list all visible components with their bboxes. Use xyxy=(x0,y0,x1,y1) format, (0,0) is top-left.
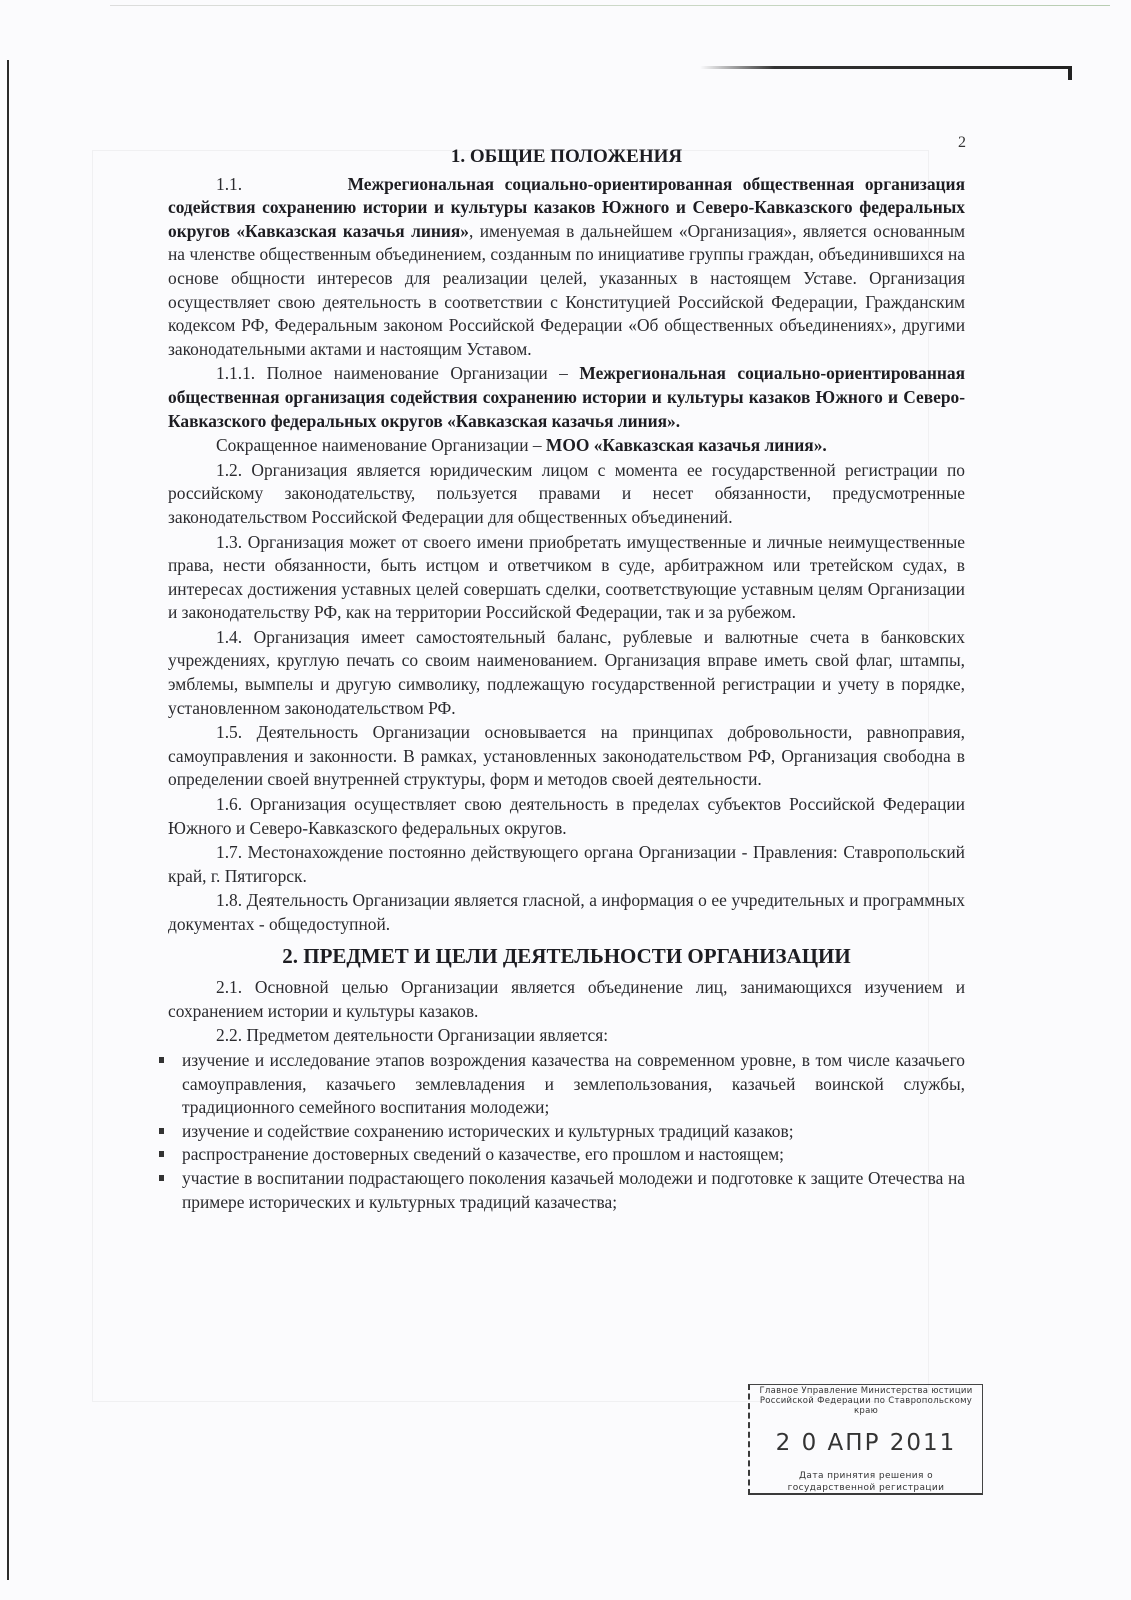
list-item xyxy=(156,1167,965,1214)
paragraph-1-1-number: 1.1. xyxy=(216,173,243,194)
paragraph-1-8: 1.8. Деятельность Организации является гласной, а информация о ее учредительных и программных документах - общедоступной. xyxy=(168,890,965,934)
paragraph-1-1-1-bold: Межрегиональная социально-ориентированная общественная организация содействия сохранению истории и культуры казаков Южного и Северо-Кавказского федеральных округов «Кавказская казачья линия». xyxy=(168,363,965,431)
list-item-text: изучение и исследование этапов возрождения казачества на современном уровне, в том числе казачьего самоуправления, казачьего землевладения и землепользования, казачьей воинской службы, традиционного семейного воспитания молодежи; xyxy=(182,1049,965,1118)
paragraph-1-1-1-text: 1.1.1. Полное наименование Организации – xyxy=(216,363,580,384)
list-item xyxy=(156,1049,965,1120)
paragraph-1-5: 1.5. Деятельность Организации основывается на принципах добровольности, равноправия, самоуправления и законности. В рамках, установленных законодательством РФ, Организация свободна в определении своей внутренней структуры, форм и методов своей деятельности. xyxy=(168,722,965,790)
paragraph-1-1 xyxy=(168,173,965,362)
list-item-text: участие в воспитании подрастающего поколения казачьей молодежи и подготовке к защите Отечества на примере исторических и культурных традиций казачества; xyxy=(182,1167,965,1212)
paragraph-1-7: 1.7. Местонахождение постоянно действующего органа Организации - Правления: Ставропольский край, г. Пятигорск. xyxy=(168,842,965,886)
registration-stamp xyxy=(748,1384,983,1495)
scan-artifact-left-edge xyxy=(7,60,9,1580)
document-body xyxy=(168,145,965,1214)
square-bullet-icon xyxy=(159,1151,164,1157)
scan-artifact-right-edge xyxy=(1068,66,1072,80)
paragraph-1-1-text: , именуемая в дальнейшем «Организация», является основанным на членстве общественным объединением, созданным по инициативе группы граждан, объединившихся на основе общности интересов для реализации целей, указанных в настоящем Уставе. Организация осуществляет свою деятельность в соответствии с Конституцией Российской Федерации, Гражданским кодексом РФ, Федеральным законом Российской Федерации «Об общественных объединениях», другими законодательными актами и настоящим Уставом. xyxy=(168,220,966,359)
paragraph-1-2: 1.2. Организация является юридическим лицом с момента ее государственной регистрации по российскому законодательству, пользуется правами и несет обязанности, предусмотренные законодательством Российской Федерации для общественных объединений. xyxy=(168,459,965,527)
paragraph-1-1-1 xyxy=(168,362,965,433)
paragraph-short-name xyxy=(168,434,965,458)
square-bullet-icon xyxy=(159,1175,164,1181)
paragraph-2-2: 2.2. Предметом деятельности Организации является: xyxy=(216,1025,609,1046)
short-name-value: МОО «Кавказская казачья линия». xyxy=(545,435,827,456)
short-name-label: Сокращенное наименование Организации – xyxy=(216,435,546,456)
stamp-date: 2 0 АПР 2011 xyxy=(775,1430,957,1456)
list-item xyxy=(156,1143,965,1167)
list-item xyxy=(156,1120,965,1144)
paragraph-1-3: 1.3. Организация может от своего имени приобретать имущественные и личные неимущественные права, нести обязанности, быть истцом и ответчиком в суде, арбитражном или третейском судах, в интересах достижения уставных целей совершать сделки, соответствующие уставным целям Организации и законодательству РФ, как на территории Российской Федерации, так и за рубежом. xyxy=(168,531,965,623)
page-number: 2 xyxy=(958,134,966,151)
stamp-caption xyxy=(750,1470,982,1494)
square-bullet-icon xyxy=(159,1128,164,1134)
stamp-authority: Главное Управление Министерства юстиции Российской Федерации по Ставропольскому краю xyxy=(759,1386,973,1416)
paragraph-1-4: 1.4. Организация имеет самостоятельный баланс, рублевые и валютные счета в банковских учреждениях, круглую печать со своим наименованием. Организация вправе иметь свой флаг, штампы, эмблемы, вымпелы и другую символику, подлежащую государственной регистрации и учету в порядке, установленном законодательством РФ. xyxy=(168,626,965,718)
scan-artifact-top-edge xyxy=(700,66,1072,69)
section-2-heading: 2. ПРЕДМЕТ И ЦЕЛИ ДЕЯТЕЛЬНОСТИ ОРГАНИЗАЦИИ xyxy=(282,943,851,968)
paragraph-1-6: 1.6. Организация осуществляет свою деятельность в пределах субъектов Российской Федерации Южного и Северо-Кавказского федеральных округов. xyxy=(168,794,965,838)
list-item-text: изучение и содействие сохранению исторических и культурных традиций казаков; xyxy=(182,1120,794,1141)
organization-full-name: Межрегиональная социально-ориентированная общественная организация содействия сохранению истории и культуры казаков Южного и Северо-Кавказского федеральных округов «Кавказская казачья линия» xyxy=(168,173,965,241)
activity-list xyxy=(156,1049,965,1214)
scan-artifact-top-line xyxy=(110,5,1110,6)
square-bullet-icon xyxy=(159,1057,164,1063)
stamp-caption-line-1: Дата принятия решения о xyxy=(798,1471,933,1481)
paragraph-2-1: 2.1. Основной целью Организации является объединение лиц, занимающихся изучением и сохранением истории и культуры казаков. xyxy=(168,977,965,1021)
section-1-heading: 1. ОБЩИЕ ПОЛОЖЕНИЯ xyxy=(450,146,683,167)
list-item-text: распространение достоверных сведений о казачестве, его прошлом и настоящем; xyxy=(182,1144,784,1165)
stamp-caption-line-2: государственной регистрации xyxy=(787,1483,945,1493)
